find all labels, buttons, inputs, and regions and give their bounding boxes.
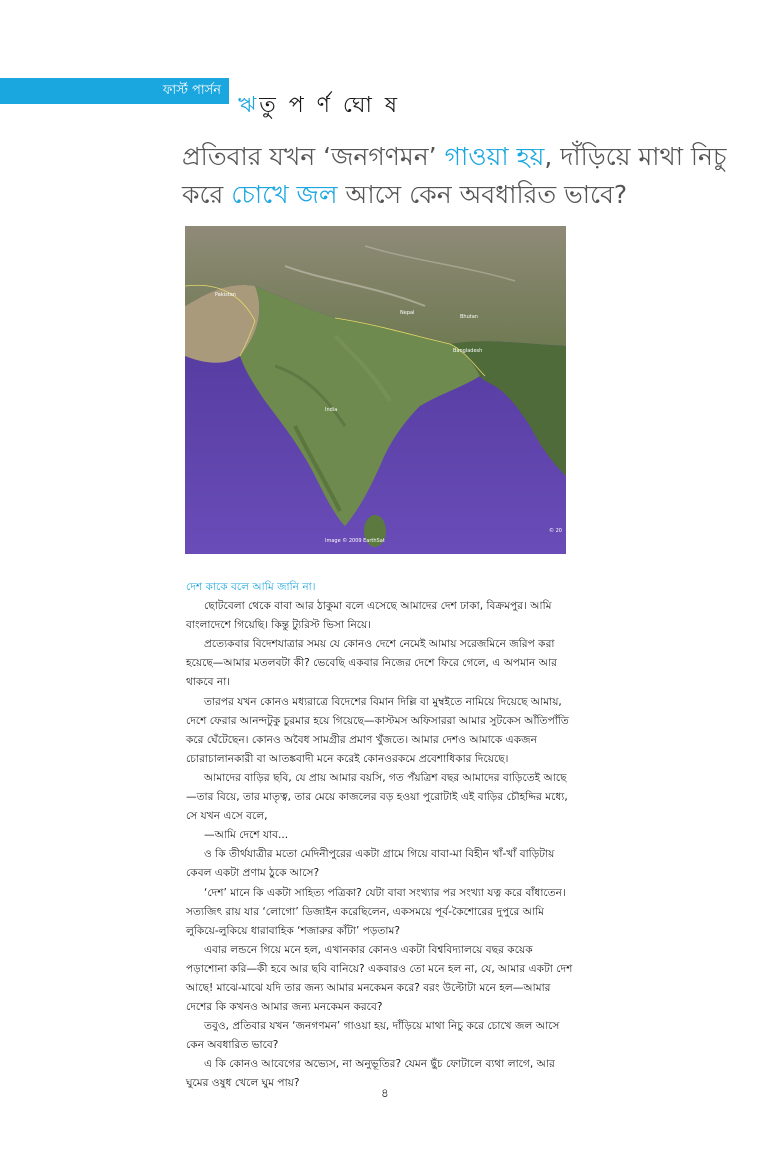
article-paragraph: আমাদের বাড়ির ছবি, যে প্রায় আমার বয়সি, গত পঁয়ত্রিশ বছর আমাদের বাড়িতেই আছে—তার বিয়ে, তার মাতৃত্ব, তার মেয়ে কাজলের বড় হওয়া পুরোটাই এই বাড়ির চৌহদ্দির মধ্যে, সে যখন এসে বলে,: [186, 771, 568, 823]
headline-part-2: , দাঁড়িয়ে মাথা নিচু করে: [182, 142, 727, 209]
page-number: ৪: [381, 1086, 389, 1100]
map-copyright: © 20: [549, 528, 562, 534]
map-label-bhutan: Bhutan: [460, 314, 478, 320]
article-paragraph: এবার লন্ডনে গিয়ে মনে হল, এখানকার কোনও একটা বিশ্ববিদ্যালয়ে বছর কয়েক পড়াশোনা করি—কী হবে আর ছবি বানিয়ে? একবারও তো মনে হল না, যে, আমার একটা দেশ আছে! মাঝে-মাঝে যদি তার জন্য আমার মনকেমন করে? বরং উল্টোটা মনে হল—আমার দেশের কি কখনও আমার জন্য মনকেমন করবে?: [186, 943, 573, 1014]
map-label-bangladesh: Bangladesh: [453, 348, 483, 354]
satellite-map-svg: [185, 226, 566, 554]
headline-part-3: আসে কেন অবধারিত ভাবে?: [337, 180, 628, 209]
article-paragraph: প্রত্যেকবার বিদেশযাত্রার সময় যে কোনও দেশে নেমেই আমায় সরেজমিনে জরিপ করা হয়েছে—আমার মতলবটা কী? ভেবেছি একবার নিজের দেশে ফিরে গেলে, এ অপমান আর থাকবে না।: [186, 638, 557, 689]
column-label: ফার্স্ট পার্সন: [162, 82, 221, 98]
article-paragraph: ও কি তীর্থযাত্রীর মতো মেদিনীপুরের একটা গ্রামে গিয়ে বাবা-মা বিহীন খাঁ-খাঁ বাড়িটায় কেবল একটা প্রণাম ঠুকে আসে?: [186, 848, 555, 880]
headline-highlight-2: চোখে জল: [231, 180, 338, 209]
author-name-first-letter: ঋ: [238, 93, 260, 118]
map-label-nepal: Nepal: [400, 310, 415, 316]
headline: [182, 138, 742, 214]
article-paragraph: এ কি কোনও আবেগের অভ্যেস, না অনুভূতির? যেমন ছুঁচ ফোটালে ব্যথা লাগে, আর ঘুমের ওষুধ খেলে ঘুম পায়?: [186, 1058, 555, 1090]
headline-part-1: প্রতিবার যখন ‘জনগণমন’: [182, 142, 445, 171]
map-label-india: India: [325, 407, 338, 413]
article-lead-line: দেশ কাকে বলে আমি জানি না।: [186, 581, 316, 593]
article-body: [186, 578, 576, 1094]
headline-highlight-1: গাওয়া হয়: [444, 142, 545, 171]
map-label-pakistan: Pakistan: [215, 292, 236, 298]
article-paragraph: তারপর যখন কোনও মধ্যরাত্রে বিদেশের বিমান দিল্লি বা মুম্বইতে নামিয়ে দিয়েছে আমায়, দেশে ফেরার আনন্দটুকু চুরমার হয়ে গিয়েছে—কাস্টমস অফিসাররা আমার সুটকেস আঁতিপাঁতি করে ঘেঁটেছেন। কোনও অবৈধ সামগ্রীর প্রমাণ খুঁজতে। আমার দেশও আমাকে একজন চোরাচালানকারী বা আতঙ্কবাদী মনে করেই কোনওরকমে প্রবেশাধিকার দিয়েছে।: [186, 695, 569, 765]
column-label-bar: [0, 78, 229, 104]
article-paragraph: ছোটবেলা থেকে বাবা আর ঠাকুমা বলে এসেছে আমাদের দেশ ঢাকা, বিক্রমপুর। আমি বাংলাদেশে গিয়েছি। কিন্তু ট্যুরিস্ট ভিসা নিয়ে।: [186, 600, 552, 632]
author-name: [238, 88, 400, 125]
article-paragraph: ‘দেশ’ মানে কি একটা সাহিত্য পত্রিকা? যেটা বাবা সংখ্যার পর সংখ্যা যত্ন করে বাঁধাতেন। সত্যজিৎ রায় যার ‘লোগো’ ডিজাইন করেছিলেন, একসময়ে পূর্ব-কৈশোরের দুপুরে আমি লুকিয়ে-লুকিয়ে ধারাবাহিক ‘শজারুর কাঁটা’ পড়তাম?: [186, 886, 566, 937]
article-paragraph: তবুও, প্রতিবার যখন ‘জনগণমন’ গাওয়া হয়, দাঁড়িয়ে মাথা নিচু করে চোখে জল আসে কেন অবধারিত ভাবে?: [186, 1020, 560, 1052]
article-quote-line: —আমি দেশে যাব...: [204, 829, 289, 842]
author-name-rest: তু প র্ণ ঘো ষ: [259, 93, 400, 118]
map-credit: Image © 2009 EarthSat: [325, 538, 385, 544]
satellite-map-image: [185, 226, 566, 554]
